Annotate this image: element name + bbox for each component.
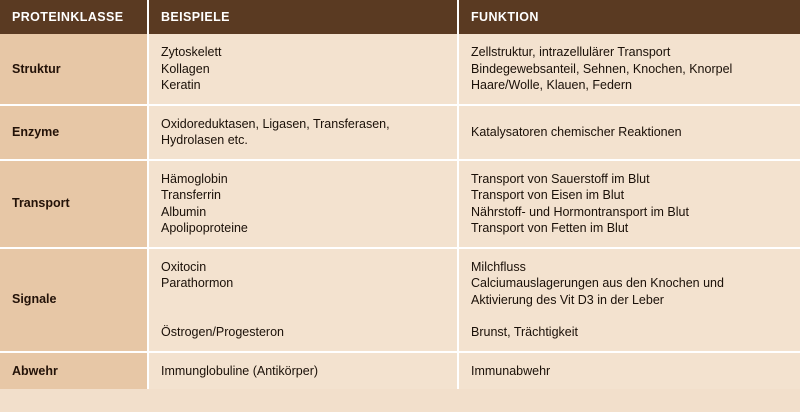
beispiel-line: Hämoglobin — [161, 171, 228, 186]
cell-beispiele — [148, 160, 458, 248]
column-header-proteinklasse: PROTEINKLASSE — [0, 0, 148, 34]
cell-funktion — [458, 160, 800, 248]
column-header-beispiele: BEISPIELE — [148, 0, 458, 34]
funktion-line: Katalysatoren chemischer Reaktionen — [471, 124, 682, 139]
funktion-line: Nährstoff- und Hormontransport im Blut — [471, 204, 689, 219]
cell-spacer — [161, 292, 445, 308]
table-header-row — [0, 0, 800, 34]
funktion-line: Transport von Sauerstoff im Blut — [471, 171, 650, 186]
cell-proteinklasse: Abwehr — [0, 352, 148, 390]
table-header — [0, 0, 800, 34]
table-row — [0, 352, 800, 390]
funktion-line: Transport von Fetten im Blut — [471, 221, 629, 235]
cell-proteinklasse: Enzyme — [0, 105, 148, 160]
beispiel-line: Oxitocin — [161, 259, 207, 274]
beispiel-line: Apolipoproteine — [161, 221, 248, 235]
beispiel-line: Transferrin — [161, 188, 221, 202]
cell-beispiele — [148, 352, 458, 390]
cell-beispiele — [148, 105, 458, 160]
funktion-line: Zellstruktur, intrazellulärer Transport — [471, 45, 671, 59]
beispiel-line: Immunglobuline (Antikörper) — [161, 363, 319, 378]
cell-spacer — [161, 308, 445, 324]
beispiel-line: Albumin — [161, 204, 207, 219]
beispiel-line: Hydrolasen etc. — [161, 133, 248, 147]
funktion-line: Calciumauslagerungen aus den Knochen und — [471, 276, 724, 290]
table-row — [0, 105, 800, 160]
cell-funktion — [458, 105, 800, 160]
beispiel-line: Keratin — [161, 78, 201, 92]
funktion-line: Haare/Wolle, Klauen, Federn — [471, 78, 632, 92]
cell-funktion — [458, 34, 800, 105]
cell-funktion — [458, 352, 800, 390]
cell-proteinklasse: Struktur — [0, 34, 148, 105]
funktion-line: Immunabwehr — [471, 363, 551, 378]
funktion-line: Bindegewebsanteil, Sehnen, Knochen, Knorpel — [471, 61, 733, 76]
beispiel-line: Östrogen/Progesteron — [161, 324, 284, 339]
cell-beispiele — [148, 34, 458, 105]
table-row — [0, 34, 800, 105]
table-body — [0, 34, 800, 389]
funktion-line: Brunst, Trächtigkeit — [471, 325, 578, 339]
table-row — [0, 160, 800, 248]
beispiel-line: Kollagen — [161, 61, 210, 76]
funktion-line: Aktivierung des Vit D3 in der Leber — [471, 292, 664, 307]
cell-proteinklasse: Transport — [0, 160, 148, 248]
funktion-line: Transport von Eisen im Blut — [471, 188, 625, 202]
table-row — [0, 248, 800, 352]
beispiel-line: Parathormon — [161, 276, 234, 291]
column-header-funktion: FUNKTION — [458, 0, 800, 34]
beispiel-line: Zytoskelett — [161, 45, 222, 59]
beispiel-line: Oxidoreduktasen, Ligasen, Transferasen, — [161, 116, 390, 131]
cell-beispiele — [148, 248, 458, 352]
cell-proteinklasse: Signale — [0, 248, 148, 352]
cell-funktion — [458, 248, 800, 352]
funktion-line: Milchfluss — [471, 259, 526, 274]
cell-spacer — [471, 308, 788, 324]
